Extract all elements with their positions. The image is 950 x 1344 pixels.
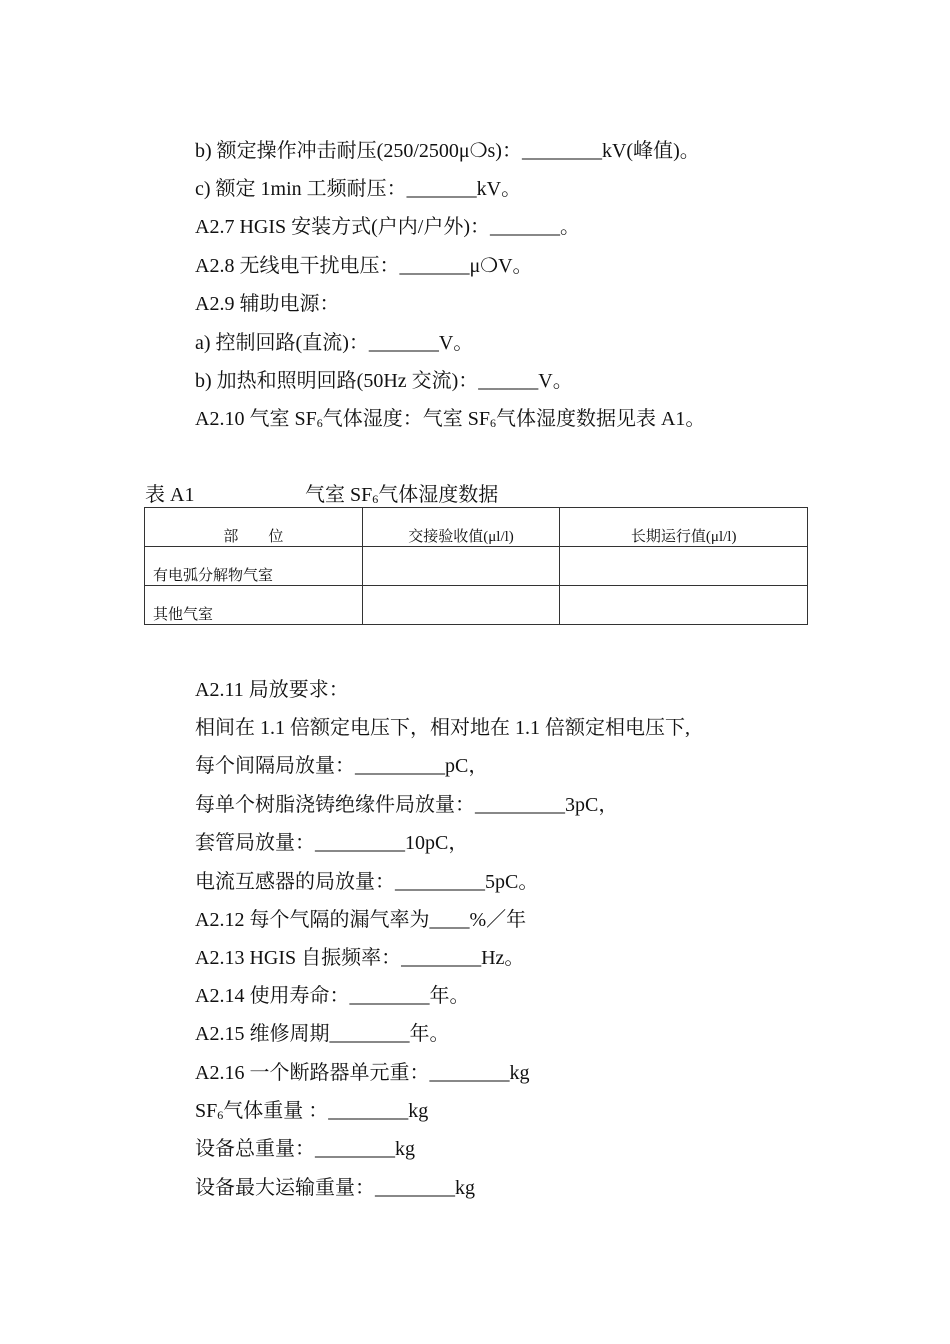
humidity-table — [144, 507, 808, 625]
table-number: 表 A1 — [145, 484, 195, 506]
subscript-6: 6 — [372, 492, 379, 506]
table-cell — [560, 586, 808, 625]
pd-bay-line: 每个间隔局放量：_________pC， — [195, 755, 489, 777]
heating-lighting-line: b) 加热和照明回路(50Hz 交流)：______V。 — [195, 370, 573, 392]
leak-rate-line: A2.12 每个气隔的漏气率为____%／年 — [195, 909, 527, 931]
sf6-humidity-pre: A2.10 气室 SF — [195, 408, 317, 430]
subscript-6: 6 — [316, 416, 323, 430]
pd-ct-line: 电流互感器的局放量：_________5pC。 — [195, 871, 539, 893]
table-cell — [362, 547, 560, 586]
natural-frequency-line: A2.13 HGIS 自振频率：________Hz。 — [195, 947, 525, 969]
table-cell — [145, 547, 363, 586]
sf6-humidity-line — [195, 407, 705, 431]
radio-interference-line: A2.8 无线电干扰电压：_______μ❍V。 — [195, 255, 533, 277]
pd-insulator-line: 每单个树脂浇铸绝缘件局放量：_________3pC， — [195, 794, 619, 816]
header-cell — [560, 508, 808, 547]
max-transport-weight-line: 设备最大运输重量：________kg — [195, 1177, 475, 1199]
table-row — [145, 547, 808, 586]
sf6-humidity-post: 气体湿度数据见表 A1。 — [495, 408, 706, 430]
pd-bushing-line: 套管局放量：_________10pC， — [195, 832, 469, 854]
header-acceptance-value: 交接验收值(μl/l) — [408, 529, 514, 545]
sf6-weight-line — [195, 1099, 428, 1123]
table-title — [305, 483, 498, 507]
pd-condition-line: 相间在 1.1 倍额定电压下，相对地在 1.1 倍额定相电压下, — [195, 717, 690, 739]
table-cell — [145, 586, 363, 625]
total-weight-line: 设备总重量：________kg — [195, 1138, 415, 1160]
rated-switching-impulse-line: b) 额定操作冲击耐压(250/2500μ❍s)：________kV(峰值)。 — [195, 140, 700, 162]
table-title-pre: 气室 SF — [305, 484, 373, 506]
control-circuit-line: a) 控制回路(直流)：_______V。 — [195, 332, 474, 354]
rated-power-frequency-line: c) 额定 1min 工频耐压：_______kV。 — [195, 178, 522, 200]
service-life-line: A2.14 使用寿命：________年。 — [195, 985, 470, 1007]
header-long-term-value: 长期运行值(μl/l) — [630, 529, 737, 545]
table-cell — [560, 547, 808, 586]
table-row — [145, 586, 808, 625]
sf6-weight-post: 气体重量 ：________kg — [223, 1100, 429, 1122]
header-cell — [362, 508, 560, 547]
sf6-humidity-mid: 气体湿度：气室 SF — [322, 408, 490, 430]
table-header-row — [145, 508, 808, 547]
sf6-weight-pre: SF — [195, 1100, 218, 1122]
breaker-unit-weight-line: A2.16 一个断路器单元重：________kg — [195, 1062, 530, 1084]
subscript-6: 6 — [217, 1108, 224, 1122]
partial-discharge-heading: A2.11 局放要求： — [195, 679, 349, 701]
aux-power-heading: A2.9 辅助电源： — [195, 293, 340, 315]
row-label: 其他气室 — [153, 607, 214, 623]
subscript-6: 6 — [489, 416, 496, 430]
header-location: 部 位 — [223, 529, 284, 545]
installation-type-line: A2.7 HGIS 安装方式(户内/户外)：_______。 — [195, 216, 580, 238]
row-label: 有电弧分解物气室 — [153, 568, 274, 584]
maintenance-cycle-line: A2.15 维修周期________年。 — [195, 1023, 450, 1045]
table-title-post: 气体湿度数据 — [378, 484, 499, 506]
table-cell — [362, 586, 560, 625]
header-cell — [145, 508, 363, 547]
